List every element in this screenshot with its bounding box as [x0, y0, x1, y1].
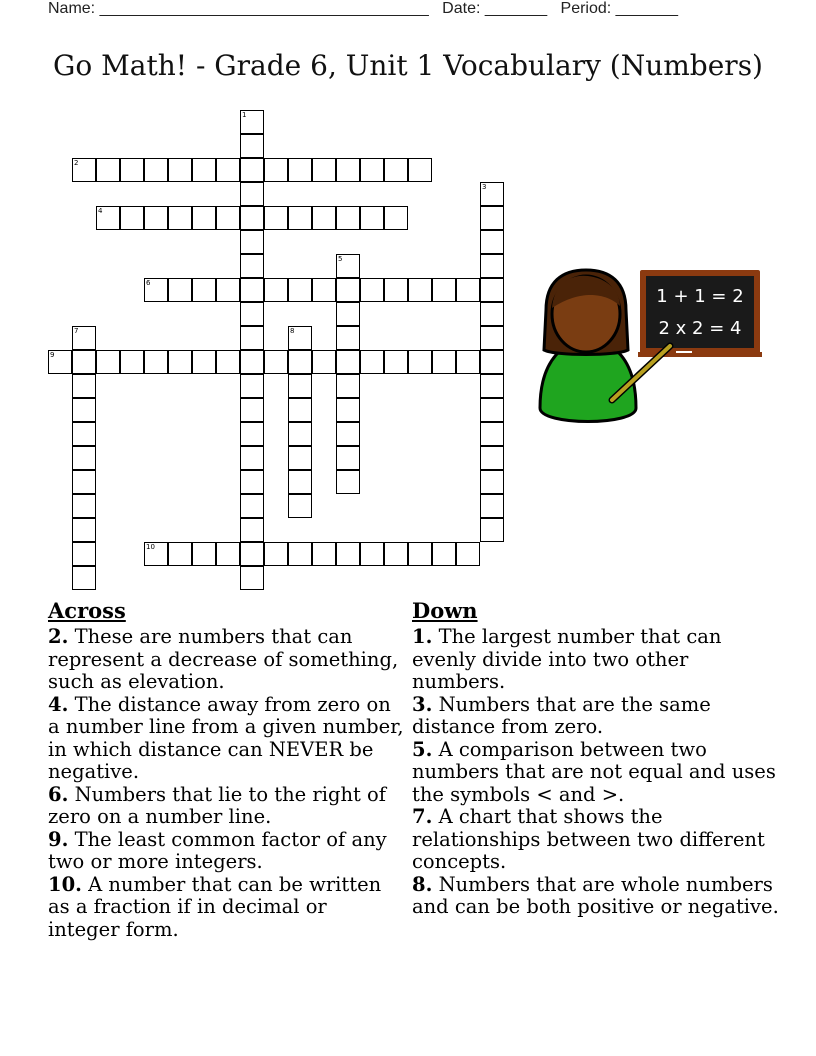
crossword-cell[interactable]: [336, 374, 360, 398]
crossword-cell[interactable]: [480, 374, 504, 398]
crossword-cell[interactable]: [336, 542, 360, 566]
crossword-cell[interactable]: [144, 350, 168, 374]
crossword-cell[interactable]: [480, 182, 504, 206]
clue-across-4: 4. The distance away from zero on a number line from a given number, in which distance can NEVER be negative.: [48, 692, 404, 783]
crossword-cell[interactable]: [72, 518, 96, 542]
crossword-cell[interactable]: [480, 494, 504, 518]
name-label: Name:: [48, 0, 96, 17]
crossword-cell[interactable]: [360, 158, 384, 182]
crossword-cell[interactable]: [312, 542, 336, 566]
clue-number: 9: [50, 351, 55, 359]
clue-across-2: 2. These are numbers that can represent a decrease of something, such as elevation.: [48, 625, 399, 693]
crossword-cell[interactable]: [240, 398, 264, 422]
clue-number: 6: [146, 279, 151, 287]
crossword-cell[interactable]: [264, 158, 288, 182]
clue-number: 10: [146, 543, 155, 551]
crossword-cell[interactable]: [288, 350, 312, 374]
crossword-cell[interactable]: [360, 206, 384, 230]
crossword-cell[interactable]: [216, 542, 240, 566]
crossword-cell[interactable]: [216, 278, 240, 302]
crossword-cell[interactable]: [240, 278, 264, 302]
crossword-cell[interactable]: [192, 350, 216, 374]
crossword-cell[interactable]: [408, 542, 432, 566]
crossword-cell[interactable]: [336, 422, 360, 446]
crossword-cell[interactable]: [336, 398, 360, 422]
crossword-cell[interactable]: [240, 230, 264, 254]
crossword-cell[interactable]: [96, 350, 120, 374]
crossword-cell[interactable]: [456, 350, 480, 374]
crossword-cell[interactable]: [264, 542, 288, 566]
chalkboard-icon: [638, 270, 762, 357]
crossword-cell[interactable]: [288, 158, 312, 182]
clue-number: 5: [338, 255, 343, 263]
crossword-cell[interactable]: [168, 350, 192, 374]
crossword-cell[interactable]: [168, 158, 192, 182]
clue-down-8: 8. Numbers that are whole numbers and can be both positive or negative.: [412, 872, 779, 918]
crossword-cell[interactable]: [240, 206, 264, 230]
crossword-cell[interactable]: [240, 518, 264, 542]
crossword-cell[interactable]: [168, 542, 192, 566]
page-title: Go Math! - Grade 6, Unit 1 Vocabulary (Numbers): [53, 49, 763, 82]
crossword-cell[interactable]: [192, 542, 216, 566]
across-clues: [48, 598, 404, 941]
crossword-cell[interactable]: [264, 350, 288, 374]
crossword-cell[interactable]: [264, 278, 288, 302]
crossword-cell[interactable]: [336, 446, 360, 470]
crossword-cell[interactable]: [360, 278, 384, 302]
crossword-cell[interactable]: [240, 542, 264, 566]
crossword-cell[interactable]: [480, 518, 504, 542]
crossword-cell[interactable]: [288, 278, 312, 302]
crossword-cell[interactable]: [480, 326, 504, 350]
crossword-cell[interactable]: [48, 350, 72, 374]
crossword-cell[interactable]: [336, 206, 360, 230]
down-clues: [412, 598, 782, 919]
crossword-cell[interactable]: [288, 470, 312, 494]
clue-down-3: 3. Numbers that are the same distance from zero.: [412, 692, 711, 738]
crossword-cell[interactable]: [72, 494, 96, 518]
clue-number: 1: [242, 111, 247, 119]
crossword-cell[interactable]: [264, 206, 288, 230]
crossword-cell[interactable]: [240, 494, 264, 518]
clue-number: 3: [482, 183, 487, 191]
crossword-cell[interactable]: [384, 350, 408, 374]
crossword-cell[interactable]: [240, 422, 264, 446]
crossword-cell[interactable]: [192, 206, 216, 230]
crossword-cell[interactable]: [216, 158, 240, 182]
clue-number: 2: [74, 159, 79, 167]
crossword-cell[interactable]: [72, 350, 96, 374]
crossword-cell[interactable]: [432, 278, 456, 302]
clue-number: 4: [98, 207, 103, 215]
crossword-cell[interactable]: [72, 374, 96, 398]
crossword-cell[interactable]: [240, 110, 264, 134]
teacher-illustration: [536, 268, 766, 438]
date-label: Date:: [442, 0, 481, 17]
clue-across-6: 6. Numbers that lie to the right of zero on a number line.: [48, 782, 386, 828]
clue-down-7: 7. A chart that shows the relationships between two different concepts.: [412, 805, 765, 873]
crossword-cell[interactable]: [480, 446, 504, 470]
crossword-cell[interactable]: [384, 278, 408, 302]
crossword-cell[interactable]: [312, 206, 336, 230]
clue-number: 7: [74, 327, 79, 335]
crossword-cell[interactable]: [216, 350, 240, 374]
crossword-cell[interactable]: [96, 206, 120, 230]
crossword-cell[interactable]: [240, 446, 264, 470]
crossword-cell[interactable]: [288, 374, 312, 398]
crossword-cell[interactable]: [120, 158, 144, 182]
period-label: Period:: [560, 0, 612, 17]
crossword-cell[interactable]: [480, 254, 504, 278]
crossword-cell[interactable]: [240, 374, 264, 398]
crossword-cell[interactable]: [240, 134, 264, 158]
crossword-cell[interactable]: [144, 278, 168, 302]
crossword-cell[interactable]: [408, 278, 432, 302]
crossword-cell[interactable]: [72, 326, 96, 350]
crossword-cell[interactable]: [336, 158, 360, 182]
name-line: _____________________________________: [99, 0, 429, 17]
crossword-cell[interactable]: [288, 422, 312, 446]
crossword-cell[interactable]: [192, 278, 216, 302]
crossword-cell[interactable]: [72, 446, 96, 470]
crossword-cell[interactable]: [312, 158, 336, 182]
crossword-cell[interactable]: [288, 326, 312, 350]
crossword-cell[interactable]: [72, 542, 96, 566]
crossword-cell[interactable]: [144, 542, 168, 566]
period-line: _______: [615, 0, 678, 17]
crossword-cell[interactable]: [240, 350, 264, 374]
crossword-cell[interactable]: [456, 542, 480, 566]
crossword-cell[interactable]: [120, 350, 144, 374]
crossword-cell[interactable]: [336, 350, 360, 374]
crossword-cell[interactable]: [480, 470, 504, 494]
crossword-cell[interactable]: [288, 206, 312, 230]
crossword-cell[interactable]: [72, 470, 96, 494]
crossword-cell[interactable]: [72, 158, 96, 182]
crossword-cell[interactable]: [240, 566, 264, 590]
crossword-cell[interactable]: [240, 326, 264, 350]
crossword-cell[interactable]: [336, 302, 360, 326]
crossword-cell[interactable]: [480, 206, 504, 230]
crossword-cell[interactable]: [240, 254, 264, 278]
crossword-cell[interactable]: [384, 542, 408, 566]
crossword-cell[interactable]: [72, 566, 96, 590]
crossword-cell[interactable]: [312, 278, 336, 302]
crossword-cell[interactable]: [360, 542, 384, 566]
crossword-cell[interactable]: [480, 230, 504, 254]
crossword-cell[interactable]: [336, 254, 360, 278]
crossword-cell[interactable]: [432, 542, 456, 566]
crossword-cell[interactable]: [288, 494, 312, 518]
crossword-cell[interactable]: [408, 350, 432, 374]
crossword-cell[interactable]: [240, 470, 264, 494]
crossword-cell[interactable]: [240, 158, 264, 182]
board-line-1: 1 + 1 = 2: [656, 286, 744, 307]
crossword-cell[interactable]: [456, 278, 480, 302]
crossword-cell[interactable]: [480, 278, 504, 302]
crossword-cell[interactable]: [384, 206, 408, 230]
crossword-cell[interactable]: [336, 326, 360, 350]
date-line: _______: [484, 0, 548, 17]
clue-down-1: 1. The largest number that can evenly divide into two other numbers.: [412, 625, 722, 693]
clue-number: 8: [290, 327, 295, 335]
crossword-cell[interactable]: [240, 182, 264, 206]
board-line-2: 2 x 2 = 4: [658, 318, 742, 339]
crossword-cell[interactable]: [360, 350, 384, 374]
crossword-cell[interactable]: [480, 422, 504, 446]
crossword-cell[interactable]: [120, 206, 144, 230]
crossword-cell[interactable]: [144, 206, 168, 230]
crossword-cell[interactable]: [408, 158, 432, 182]
crossword-cell[interactable]: [168, 206, 192, 230]
crossword-cell[interactable]: [480, 398, 504, 422]
down-heading: Down: [412, 598, 478, 623]
crossword-cell[interactable]: [192, 158, 216, 182]
crossword-cell[interactable]: [168, 278, 192, 302]
clue-across-10: 10. A number that can be written as a fraction if in decimal or integer form.: [48, 872, 382, 941]
crossword-cell[interactable]: [288, 446, 312, 470]
crossword-cell[interactable]: [384, 158, 408, 182]
crossword-cell[interactable]: [312, 350, 336, 374]
crossword-cell[interactable]: [336, 278, 360, 302]
crossword-cell[interactable]: [432, 350, 456, 374]
clue-down-5: 5. A comparison between two numbers that are not equal and uses the symbols < and >.: [412, 737, 776, 806]
crossword-cell[interactable]: [480, 302, 504, 326]
crossword-cell[interactable]: [96, 158, 120, 182]
crossword-cell[interactable]: [336, 470, 360, 494]
crossword-cell[interactable]: [288, 398, 312, 422]
crossword-cell[interactable]: [72, 398, 96, 422]
crossword-cell[interactable]: [480, 350, 504, 374]
crossword-cell[interactable]: [216, 206, 240, 230]
crossword-cell[interactable]: [72, 422, 96, 446]
crossword-cell[interactable]: [288, 542, 312, 566]
crossword-cell[interactable]: [240, 302, 264, 326]
clue-across-9: 9. The least common factor of any two or more integers.: [48, 827, 387, 873]
across-heading: Across: [48, 598, 126, 623]
crossword-cell[interactable]: [144, 158, 168, 182]
